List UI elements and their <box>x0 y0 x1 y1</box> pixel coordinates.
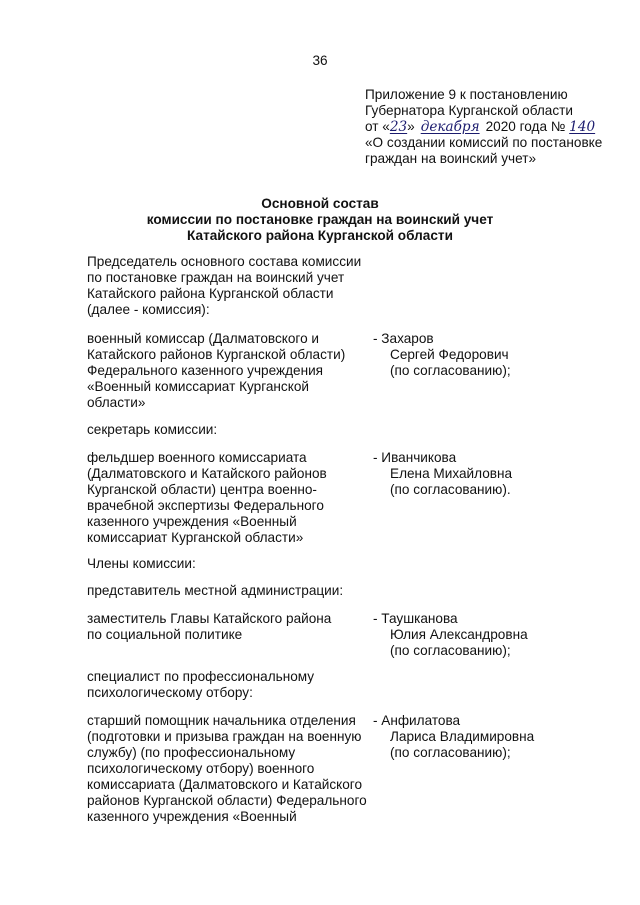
person-name: - Захаров <box>373 331 434 346</box>
text-line: Катайского района Курганской области <box>87 286 334 301</box>
text-line: (подготовки и призыва граждан на военную <box>87 729 362 744</box>
person-name: Сергей Федорович <box>390 347 509 362</box>
assistant-position <box>87 713 372 825</box>
person-note: (по согласованию); <box>390 745 511 760</box>
chair-position <box>87 331 372 411</box>
text-line: специалист по профессиональному <box>87 669 315 684</box>
text-line: комиссариат Курганской области» <box>87 530 304 545</box>
text-line: (Далматовского и Катайского районов <box>87 466 327 481</box>
document-title <box>0 196 640 244</box>
text-line: комиссариата (Далматовского и Катайского <box>87 777 363 792</box>
text-line: военный комиссар (Далматовского и <box>87 331 320 346</box>
text-line: районов Курганской области) Федерального <box>87 793 367 808</box>
date-prefix: от « <box>365 119 390 134</box>
text-line: казенного учреждения «Военный <box>87 809 297 824</box>
text-line: области» <box>87 395 146 410</box>
person-note: (по согласованию); <box>390 643 511 658</box>
deputy-person <box>373 611 613 659</box>
person-note: (по согласованию). <box>390 482 511 497</box>
appendix-line: Приложение 9 к постановлению <box>365 87 568 102</box>
title-line: Основной состав <box>261 196 379 211</box>
person-name: - Анфилатова <box>373 713 461 728</box>
text-line: Курганской области) центра военно- <box>87 482 317 497</box>
date-sep: » <box>407 119 415 134</box>
text-line: старший помощник начальника отделения <box>87 713 356 728</box>
appendix-header <box>365 87 635 167</box>
handwritten-day: 23 <box>389 119 408 135</box>
text-line: психологическому отбору: <box>87 685 253 700</box>
person-name: - Иванчикова <box>373 450 457 465</box>
person-name: Елена Михайловна <box>390 466 513 481</box>
members-heading: Члены комиссии: <box>87 556 196 571</box>
text-line: психологическому отбору) военного <box>87 761 315 776</box>
handwritten-month: декабря <box>420 119 480 135</box>
text-line: врачебной экспертизы Федерального <box>87 498 324 513</box>
deputy-position <box>87 611 372 643</box>
person-name: Юлия Александровна <box>390 627 528 642</box>
psych-heading <box>87 669 314 701</box>
appendix-subject-line: граждан на воинский учет» <box>365 151 537 166</box>
text-line: Председатель основного состава комиссии <box>87 254 362 269</box>
page-number: 36 <box>312 53 328 68</box>
date-year: 2020 года № <box>485 119 566 134</box>
secretary-person <box>373 450 613 498</box>
chair-heading <box>87 254 361 318</box>
handwritten-number: 140 <box>569 119 596 135</box>
text-line: «Военный комиссариат Курганской <box>87 379 309 394</box>
assistant-person <box>373 713 613 761</box>
text-line: по постановке граждан на воинский учет <box>87 270 345 285</box>
text-line: фельдшер военного комиссариата <box>87 450 307 465</box>
text-line: казенного учреждения «Военный <box>87 514 297 529</box>
person-note: (по согласованию); <box>390 363 511 378</box>
admin-heading: представитель местной администрации: <box>87 583 344 598</box>
secretary-position <box>87 450 372 546</box>
title-line: Катайского района Курганской области <box>187 228 453 243</box>
title-line: комиссии по постановке граждан на воинский учет <box>146 212 494 227</box>
appendix-subject-line: «О создании комиссий по постановке <box>365 135 603 150</box>
text-line: службу) (по профессиональному <box>87 745 296 760</box>
text-line: (далее - комиссия): <box>87 302 210 317</box>
appendix-date-line <box>365 119 635 135</box>
text-line: Катайского районов Курганской области) <box>87 347 346 362</box>
person-name: - Таушканова <box>373 611 458 626</box>
text-line: заместитель Главы Катайского района <box>87 611 332 626</box>
text-line: по социальной политике <box>87 627 243 642</box>
person-name: Лариса Владимировна <box>390 729 535 744</box>
appendix-line: Губернатора Курганской области <box>365 103 573 118</box>
secretary-heading: секретарь комиссии: <box>87 422 218 437</box>
text-line: Федерального казенного учреждения <box>87 363 324 378</box>
chair-person <box>373 331 613 379</box>
